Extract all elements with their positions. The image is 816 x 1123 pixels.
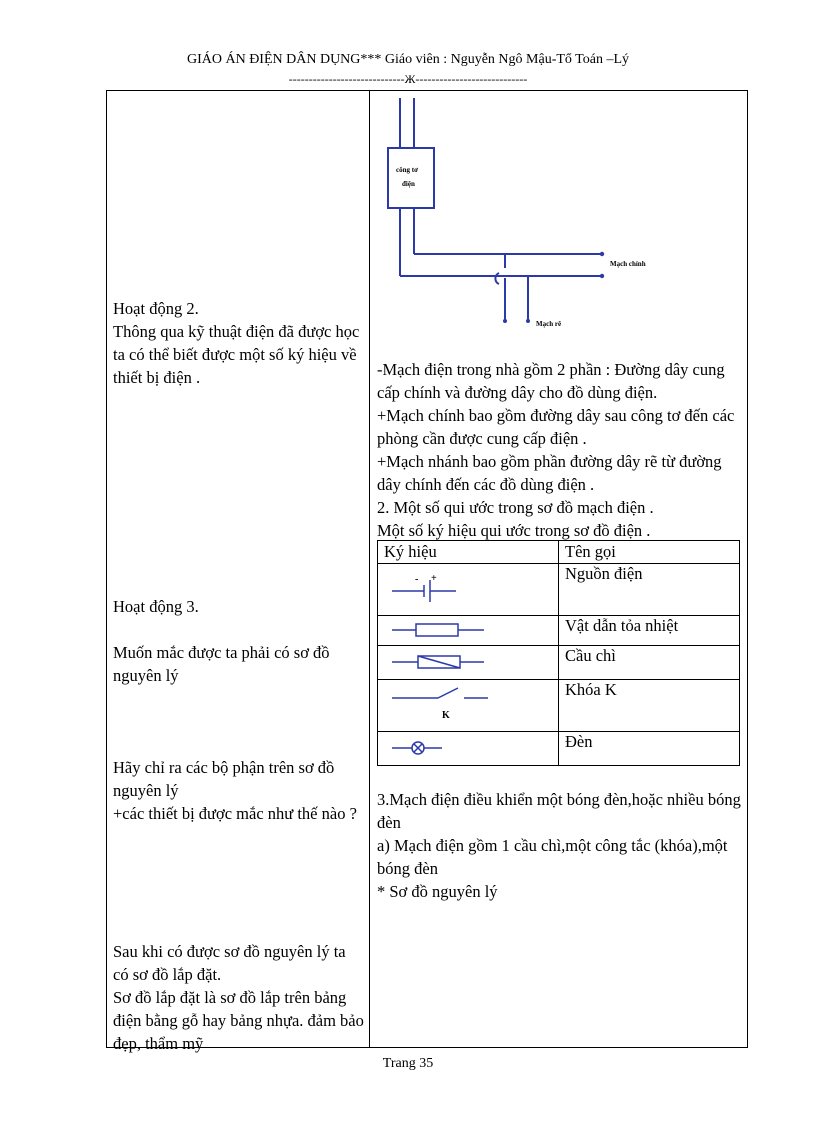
meter-label-line1: công tơ: [396, 166, 418, 174]
branch-circuit-text: +Mạch nhánh bao gồm phần đường dây rẽ từ đường dây chính đến các đồ dùng điện .: [377, 452, 722, 494]
symbol-row: [378, 680, 740, 732]
house-circuit-diagram: [380, 98, 680, 338]
col-symbol-header: Ký hiệu: [378, 541, 559, 564]
meter-label-line2: điện: [402, 180, 415, 188]
section-2-heading: 2. Một số qui ước trong sơ đồ mạch điện .: [377, 498, 654, 517]
page-header: GIÁO ÁN ĐIỆN DÂN DỤNG*** Giáo viên : Nguyễn Ngô Mậu-Tổ Toán –Lý: [186, 52, 630, 67]
activity-3-heading: Hoạt động 3.: [113, 597, 199, 616]
activity-2-heading: Hoạt động 2.: [113, 299, 199, 318]
lamp-symbol-icon: [378, 732, 558, 764]
symbol-row: [378, 564, 740, 616]
symbol-name: Vật dẫn tỏa nhiệt: [559, 616, 740, 646]
symbol-table-header: [378, 541, 740, 564]
switch-k-mark: K: [442, 710, 450, 721]
power-source-symbol-icon: [378, 564, 558, 614]
switch-symbol-icon: [378, 680, 558, 730]
question-connections: +các thiết bị được mắc như thế nào ?: [113, 804, 357, 823]
page-number: Trang 35: [382, 1056, 434, 1071]
symbol-name: Khóa K: [559, 680, 740, 732]
activity-2-text: Thông qua kỹ thuật điện đã được học ta có thể biết được một số ký hiệu về thiết bị điện .: [113, 322, 360, 387]
col-name-header: Tên gọi: [559, 541, 740, 564]
column-divider: [369, 90, 370, 1048]
main-circuit-text: +Mạch chính bao gồm đường dây sau công tơ đến các phòng cần được cung cấp điện .: [377, 406, 735, 448]
circuit-parts-text: -Mạch điện trong nhà gồm 2 phần : Đường dây cung cấp chính và đường dây cho đồ dùng điện.: [377, 360, 725, 402]
heating-resistor-symbol-icon: [378, 616, 558, 644]
schematic-heading: * Sơ đồ nguyên lý: [377, 882, 498, 901]
minus-mark: -: [415, 574, 419, 585]
question-parts: Hãy chỉ ra các bộ phận trên sơ đồ nguyên lý: [113, 758, 335, 800]
main-circuit-label: Mạch chính: [610, 260, 646, 268]
symbol-row: [378, 646, 740, 680]
section-3-heading: 3.Mạch điện điều khiển một bóng đèn,hoặc nhiều bóng đèn: [377, 790, 741, 832]
symbol-row: [378, 616, 740, 646]
header-rule: -----------------------------Ж----------------------------: [288, 72, 528, 86]
fuse-symbol-icon: [378, 646, 558, 678]
plus-mark: +: [431, 573, 437, 584]
symbol-name: Cầu chì: [559, 646, 740, 680]
symbol-table: [377, 540, 740, 766]
branch-circuit-label: Mạch rẽ: [536, 320, 562, 328]
activity-3-text: Muốn mắc được ta phải có sơ đồ nguyên lý: [113, 643, 330, 685]
wire-crossover: [495, 273, 499, 284]
electric-meter-box: [388, 148, 434, 208]
installation-diagram-desc: Sơ đồ lắp đặt là sơ đồ lắp trên bảng điện bằng gỗ hay bảng nhựa. đảm bảo đẹp, thẩm mỹ: [113, 988, 364, 1053]
symbol-name: Đèn: [559, 732, 740, 766]
symbol-name: Nguồn điện: [559, 564, 740, 616]
symbols-intro: Một số ký hiệu qui ước trong sơ đồ điện .: [377, 521, 651, 540]
installation-diagram-intro: Sau khi có được sơ đồ nguyên lý ta có sơ đồ lắp đặt.: [113, 942, 346, 984]
symbol-row: [378, 732, 740, 766]
circuit-a-text: a) Mạch điện gồm 1 cầu chì,một công tắc (khóa),một bóng đèn: [377, 836, 728, 878]
